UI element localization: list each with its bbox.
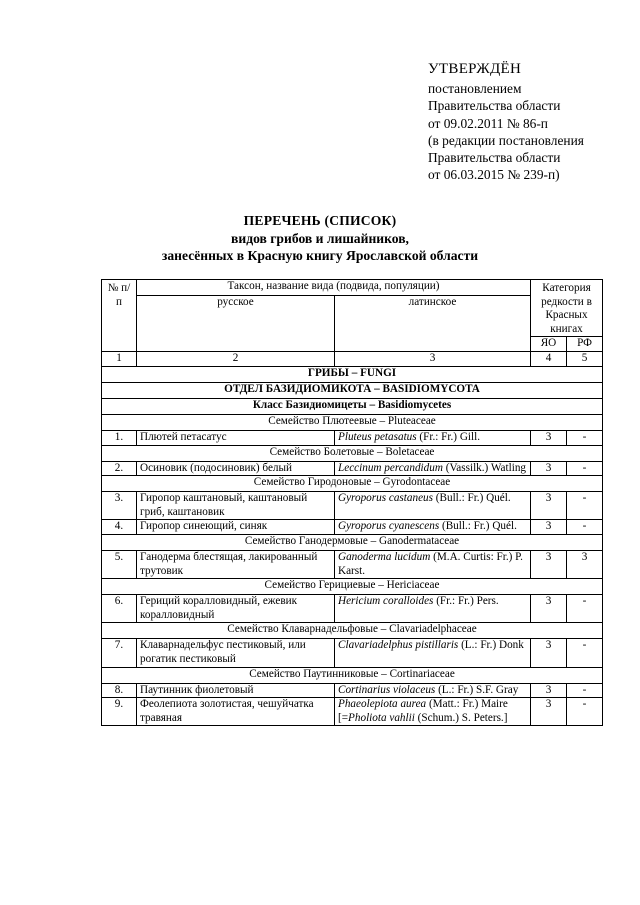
latin-name <box>335 461 531 476</box>
family-heading: Семейство Ганодермовые – Ganodermataceae <box>102 534 603 550</box>
latin-name <box>335 550 531 578</box>
family-row <box>102 476 603 492</box>
category-yao: 3 <box>531 698 567 726</box>
table-row <box>102 520 603 535</box>
latin-synonym: Pholiota vahlii <box>348 711 415 724</box>
category-yao: 3 <box>531 461 567 476</box>
russian-name: Осиновик (подосиновик) белый <box>137 461 335 476</box>
table-row <box>102 492 603 520</box>
latin-author: (Bull.: Fr.) Quél. <box>439 520 517 533</box>
latin-species: Cortinarius violaceus <box>338 683 436 696</box>
latin-name <box>335 595 531 623</box>
category-yao: 3 <box>531 683 567 698</box>
family-heading: Семейство Гиродоновые – Gyrodontaceae <box>102 476 603 492</box>
approval-line: (в редакции постановления <box>428 132 584 148</box>
latin-author: (Vassilk.) Watling <box>442 461 527 474</box>
row-number: 3. <box>102 492 137 520</box>
russian-name: Паутинник фиолетовый <box>137 683 335 698</box>
table-row <box>102 683 603 698</box>
table-header-row <box>102 296 603 337</box>
column-number: 3 <box>335 352 531 367</box>
section-row <box>102 382 603 398</box>
russian-name: Гериций коралловидный, ежевик коралловидный <box>137 595 335 623</box>
latin-name <box>335 698 531 726</box>
category-rf: - <box>567 698 603 726</box>
row-number: 1. <box>102 430 137 445</box>
category-yao: 3 <box>531 492 567 520</box>
kingdom-heading: ГРИБЫ – FUNGI <box>102 366 603 382</box>
category-yao: 3 <box>531 595 567 623</box>
category-rf: - <box>567 492 603 520</box>
approval-line: Правительства области <box>428 150 561 166</box>
title-line-3: занесённых в Красную книгу Ярославской области <box>161 248 479 263</box>
category-rf: 3 <box>567 550 603 578</box>
header-rf: РФ <box>567 337 603 352</box>
table-row <box>102 639 603 667</box>
russian-name: Ганодерма блестящая, лакированный трутовик <box>137 550 335 578</box>
family-row <box>102 579 603 595</box>
column-number-row <box>102 352 603 367</box>
title-line-1: ПЕРЕЧЕНЬ (СПИСОК) <box>243 213 397 228</box>
latin-author: (Bull.: Fr.) Quél. <box>432 492 511 505</box>
title-line-2: видов грибов и лишайников, <box>231 230 409 246</box>
family-heading: Семейство Плютеевые – Pluteaceae <box>102 414 603 430</box>
latin-author: (Fr.: Fr.) Gill. <box>416 430 481 443</box>
latin-author: (L.: Fr.) S.F. Gray <box>435 683 519 696</box>
latin-species: Gyroporus cyanescens <box>338 520 440 533</box>
row-number: 6. <box>102 595 137 623</box>
approval-line: Правительства области <box>428 98 561 114</box>
family-row <box>102 445 603 461</box>
category-rf: - <box>567 595 603 623</box>
latin-author: (Schum.) S. Peters.] <box>414 711 508 724</box>
latin-author: (Matt.: Fr.) Maire [= <box>338 698 508 724</box>
russian-name: Гиропор каштановый, каштановый гриб, каштановик <box>137 492 335 520</box>
table-row <box>102 595 603 623</box>
latin-species: Leccinum percandidum <box>338 461 443 474</box>
table-row <box>102 550 603 578</box>
latin-name <box>335 639 531 667</box>
latin-name <box>335 430 531 445</box>
header-latin: латинское <box>335 296 531 352</box>
header-russian: русское <box>137 296 335 352</box>
section-row <box>102 398 603 414</box>
latin-name <box>335 520 531 535</box>
category-yao: 3 <box>531 430 567 445</box>
latin-species: Phaeolepiota aurea <box>338 698 427 711</box>
latin-name <box>335 683 531 698</box>
latin-species: Pluteus petasatus <box>338 430 417 443</box>
table-row <box>102 698 603 726</box>
family-heading: Семейство Клаварнадельфовые – Clavariadelphaceae <box>102 623 603 639</box>
latin-species: Ganoderma lucidum <box>338 550 431 563</box>
category-rf: - <box>567 639 603 667</box>
family-row <box>102 534 603 550</box>
column-number: 2 <box>137 352 335 367</box>
russian-name: Гиропор синеющий, синяк <box>137 520 335 535</box>
family-row <box>102 623 603 639</box>
approval-stamp <box>428 60 638 184</box>
species-table <box>101 279 603 726</box>
row-number: 2. <box>102 461 137 476</box>
russian-name: Клаварнадельфус пестиковый, или рогатик пестиковый <box>137 639 335 667</box>
category-rf: - <box>567 520 603 535</box>
latin-author: (L.: Fr.) Donk <box>458 639 524 652</box>
category-yao: 3 <box>531 550 567 578</box>
header-category: Категория редкости в Красных книгах <box>531 280 603 337</box>
column-number: 1 <box>102 352 137 367</box>
latin-name <box>335 492 531 520</box>
family-heading: Семейство Герициевые – Hericiaceae <box>102 579 603 595</box>
row-number: 4. <box>102 520 137 535</box>
latin-author: (Fr.: Fr.) Pers. <box>433 595 499 608</box>
header-taxon: Таксон, название вида (подвида, популяции) <box>137 280 531 296</box>
latin-species: Clavariadelphus pistillaris <box>338 639 459 652</box>
class-heading: Класс Базидиомицеты – Basidiomycetes <box>102 398 603 414</box>
approval-line: постановлением <box>428 81 522 96</box>
row-number: 9. <box>102 698 137 726</box>
header-num: № п/п <box>102 280 137 352</box>
header-yao: ЯО <box>531 337 567 352</box>
table-row <box>102 430 603 445</box>
approval-line: от 06.03.2015 № 239-п) <box>428 167 560 183</box>
approval-heading: УТВЕРЖДЁН <box>428 61 522 77</box>
row-number: 7. <box>102 639 137 667</box>
category-rf: - <box>567 461 603 476</box>
approval-line: от 09.02.2011 № 86-п <box>428 115 548 131</box>
family-heading: Семейство Болетовые – Boletaceae <box>102 445 603 461</box>
row-number: 8. <box>102 683 137 698</box>
section-row <box>102 366 603 382</box>
division-heading: ОТДЕЛ БАЗИДИОМИКОТА – BASIDIOMYCOTA <box>102 382 603 398</box>
family-row <box>102 667 603 683</box>
column-number: 5 <box>567 352 603 367</box>
document-title <box>0 212 640 265</box>
category-yao: 3 <box>531 639 567 667</box>
latin-species: Hericium coralloides <box>338 595 434 608</box>
category-rf: - <box>567 430 603 445</box>
category-rf: - <box>567 683 603 698</box>
table-row <box>102 461 603 476</box>
table-header-row <box>102 280 603 296</box>
russian-name: Феолепиота золотистая, чешуйчатка травяная <box>137 698 335 726</box>
family-row <box>102 414 603 430</box>
latin-species: Gyroporus castaneus <box>338 492 433 505</box>
column-number: 4 <box>531 352 567 367</box>
row-number: 5. <box>102 550 137 578</box>
russian-name: Плютей петасатус <box>137 430 335 445</box>
category-yao: 3 <box>531 520 567 535</box>
family-heading: Семейство Паутинниковые – Cortinariaceae <box>102 667 603 683</box>
latin-author: (M.A. Curtis: Fr.) P. Karst. <box>338 550 523 577</box>
